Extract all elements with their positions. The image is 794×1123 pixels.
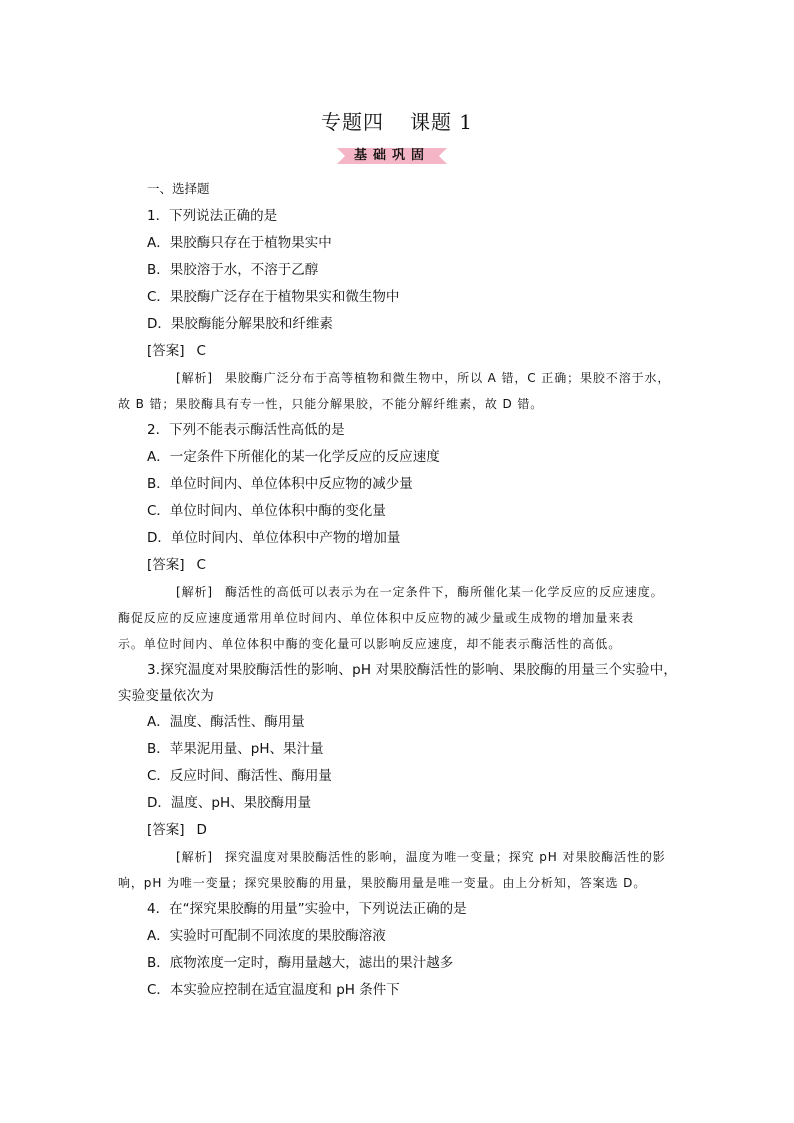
question-stem: 2．下列不能表示酶活性高低的是	[147, 422, 345, 438]
option-c: C．反应时间、酶活性、酶用量	[147, 768, 332, 784]
analysis-line: [解析] 探究温度对果胶酶活性的影响，温度为唯一变量；探究 pH 对果胶酶活性的影	[118, 844, 678, 870]
section-heading: 一、选择题	[147, 181, 210, 196]
answer-tag: [答案]	[147, 343, 185, 359]
answer-tag: [答案]	[147, 822, 185, 838]
option-a: A．果胶酶只存在于植物果实中	[147, 235, 332, 251]
option-c: C．果胶酶广泛存在于植物果实和微生物中	[147, 289, 400, 305]
analysis-block	[118, 579, 678, 657]
question-list	[118, 178, 678, 1004]
option-d: D．果胶酶能分解果胶和纤维素	[147, 316, 333, 332]
answer-value: C	[196, 557, 206, 573]
question-stem: 4．在“探究果胶酶的用量”实验中，下列说法正确的是	[147, 901, 467, 917]
option-d: D．单位时间内、单位体积中产物的增加量	[147, 530, 401, 546]
title-lesson: 课题 1	[409, 110, 474, 134]
answer-value: C	[196, 343, 206, 359]
option-a: A．实验时可配制不同浓度的果胶酶溶液	[147, 928, 386, 944]
answer-tag: [答案]	[147, 557, 185, 573]
answer-line	[118, 817, 678, 844]
analysis-line: 酶促反应的反应速度通常用单位时间内、单位体积中反应物的减少量或生成物的增加量来表	[118, 611, 635, 625]
analysis-line: 示。单位时间内、单位体积中酶的变化量可以影响反应速度，却不能表示酶活性的高低。	[118, 637, 622, 651]
analysis-tag: [解析]	[176, 585, 213, 599]
analysis-line: [解析] 酶活性的高低可以表示为在一定条件下，酶所催化某一化学反应的反应速度。	[118, 579, 678, 605]
title-topic: 专题四	[320, 110, 384, 134]
option-c: C．本实验应控制在适宜温度和 pH 条件下	[147, 982, 400, 998]
analysis-tag: [解析]	[176, 850, 213, 864]
answer-line	[118, 338, 678, 365]
analysis-line: [解析] 果胶酶广泛分布于高等植物和微生物中，所以 A 错，C 正确；果胶不溶于水，	[118, 365, 678, 391]
option-d: D．温度、pH、果胶酶用量	[147, 795, 312, 811]
option-c: C．单位时间内、单位体积中酶的变化量	[147, 503, 386, 519]
analysis-block	[118, 844, 678, 896]
analysis-tag: [解析]	[176, 371, 213, 385]
analysis-line: 故 B 错；果胶酶具有专一性，只能分解果胶，不能分解纤维素，故 D 错。	[118, 397, 544, 411]
answer-value: D	[196, 822, 207, 838]
page-title	[0, 106, 794, 135]
option-b: B．单位时间内、单位体积中反应物的减少量	[147, 476, 413, 492]
analysis-block	[118, 365, 678, 417]
banner-label: 基础巩固	[353, 148, 430, 163]
option-a: A．温度、酶活性、酶用量	[147, 714, 305, 730]
answer-line	[118, 552, 678, 579]
section-banner	[337, 146, 447, 166]
option-b: B．底物浓度一定时，酶用量越大，滤出的果汁越多	[147, 955, 454, 971]
option-b: B．苹果泥用量、pH、果汁量	[147, 741, 324, 757]
analysis-line: 响，pH 为唯一变量；探究果胶酶的用量，果胶酶用量是唯一变量。由上分析知，答案选 D。	[118, 876, 647, 890]
question-stem: 1．下列说法正确的是	[147, 208, 278, 224]
option-b: B．果胶溶于水，不溶于乙醇	[147, 262, 319, 278]
question-stem: 3.探究温度对果胶酶活性的影响、pH 对果胶酶活性的影响、果胶酶的用量三个实验中， 实验变量依次为	[118, 662, 678, 704]
option-a: A．一定条件下所催化的某一化学反应的反应速度	[147, 449, 440, 465]
